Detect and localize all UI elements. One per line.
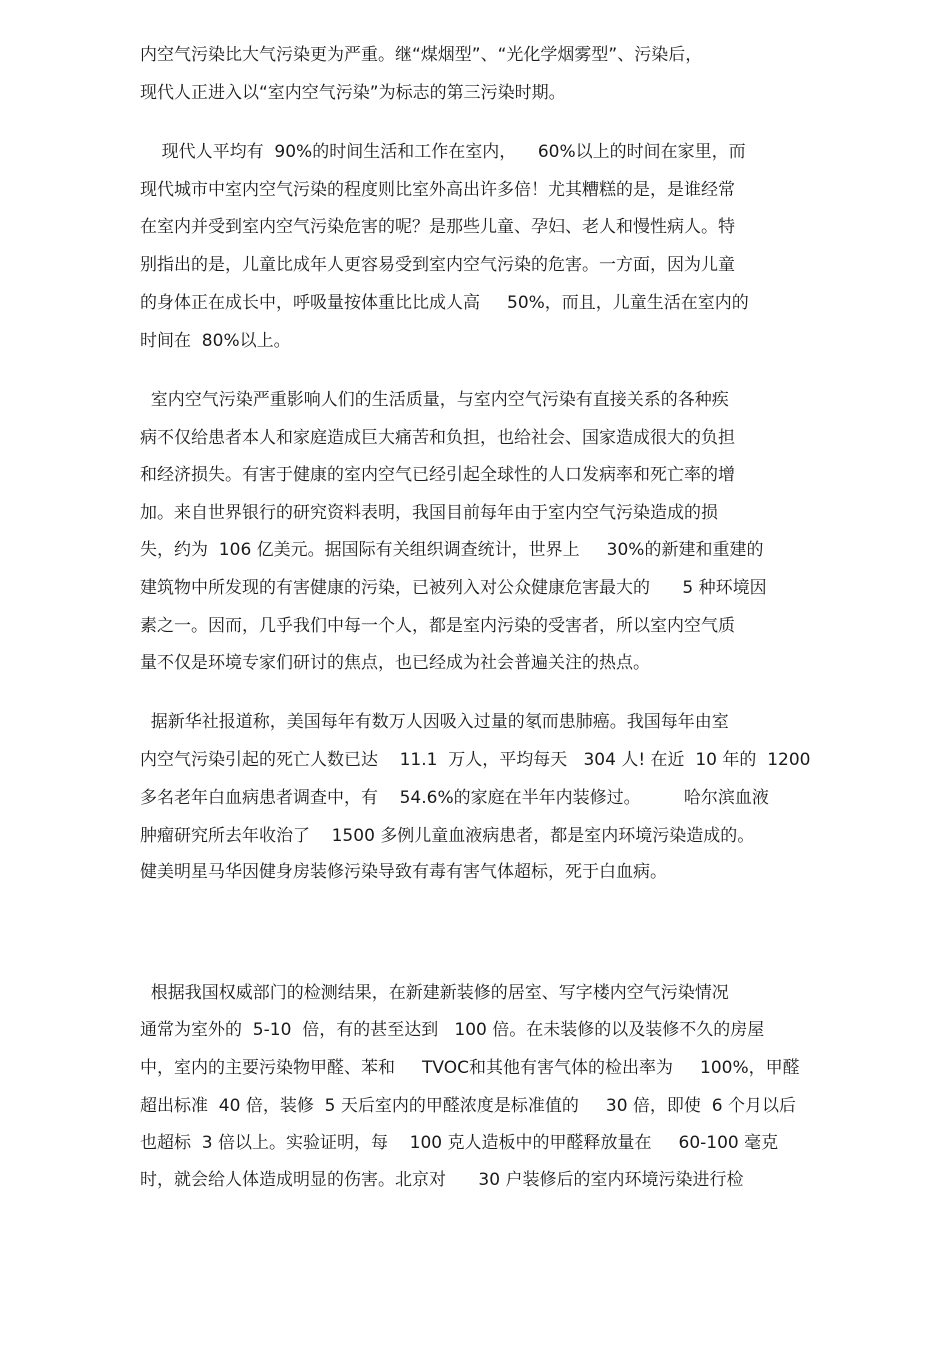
paragraph-4-line-5: 健美明星马华因健身房装修污染导致有毒有害气体超标，死于白血病。 xyxy=(140,862,667,882)
paragraph-4-line-4: 肿瘤研究所去年收治了 1500 多例儿童血液病患者，都是室内环境污染造成的。 xyxy=(140,826,755,846)
paragraph-2-line-2: 现代城市中室内空气污染的程度则比室外高出许多倍！尤其糟糕的是，是谁经常 xyxy=(140,180,735,200)
paragraph-5-line-1: 根据我国权威部门的检测结果，在新建新装修的居室、写字楼内空气污染情况 xyxy=(140,983,729,1003)
paragraph-5-line-3: 中，室内的主要污染物甲醛、苯和 TVOC和其他有害气体的检出率为 100%，甲醛 xyxy=(140,1058,800,1078)
paragraph-2-line-4: 别指出的是，儿童比成年人更容易受到室内空气污染的危害。一方面，因为儿童 xyxy=(140,255,735,275)
paragraph-4-line-1: 据新华社报道称，美国每年有数万人因吸入过量的氡而患肺癌。我国每年由室 xyxy=(140,712,729,732)
paragraph-1-line-2: 现代人正进入以“室内空气污染”为标志的第三污染时期。 xyxy=(140,83,566,103)
paragraph-3-line-8: 量不仅是环境专家们研讨的焦点，也已经成为社会普遍关注的热点。 xyxy=(140,653,650,673)
paragraph-5-line-2: 通常为室外的 5-10 倍，有的甚至达到 100 倍。在未装修的以及装修不久的房屋 xyxy=(140,1020,765,1040)
paragraph-3-line-3: 和经济损失。有害于健康的室内空气已经引起全球性的人口发病率和死亡率的增 xyxy=(140,465,735,485)
paragraph-5-line-4: 超出标准 40 倍，装修 5 天后室内的甲醛浓度是标准值的 30 倍，即使 6 个月以后 xyxy=(140,1096,796,1116)
paragraph-4-line-2: 内空气污染引起的死亡人数已达 11.1 万人，平均每天 304 人! 在近 10 年的 1200 xyxy=(140,750,811,770)
paragraph-4-line-3: 多名老年白血病患者调查中，有 54.6%的家庭在半年内装修过。 哈尔滨血液 xyxy=(140,788,769,808)
paragraph-3-line-1: 室内空气污染严重影响人们的生活质量，与室内空气污染有直接关系的各种疾 xyxy=(140,390,729,410)
paragraph-2-line-5: 的身体正在成长中，呼吸量按体重比比成人高 50%，而且，儿童生活在室内的 xyxy=(140,293,749,313)
paragraph-3-line-2: 病不仅给患者本人和家庭造成巨大痛苦和负担，也给社会、国家造成很大的负担 xyxy=(140,428,735,448)
paragraph-3-line-5: 失，约为 106 亿美元。据国际有关组织调查统计，世界上 30%的新建和重建的 xyxy=(140,540,764,560)
paragraph-1-line-1: 内空气污染比大气污染更为严重。继“煤烟型”、“光化学烟雾型”、污染后， xyxy=(140,45,703,65)
paragraph-2-line-3: 在室内并受到室内空气污染危害的呢？是那些儿童、孕妇、老人和慢性病人。特 xyxy=(140,217,735,237)
paragraph-3-line-7: 素之一。因而，几乎我们中每一个人，都是室内污染的受害者，所以室内空气质 xyxy=(140,616,735,636)
paragraph-2-line-1: 现代人平均有 90%的时间生活和工作在室内， 60%以上的时间在家里，而 xyxy=(140,142,746,162)
paragraph-2-line-6: 时间在 80%以上。 xyxy=(140,331,291,351)
paragraph-5-line-5: 也超标 3 倍以上。实验证明，每 100 克人造板中的甲醛释放量在 60-100 毫克 xyxy=(140,1133,779,1153)
paragraph-3-line-4: 加。来自世界银行的研究资料表明，我国目前每年由于室内空气污染造成的损 xyxy=(140,503,718,523)
paragraph-5-line-6: 时，就会给人体造成明显的伤害。北京对 30 户装修后的室内环境污染进行检 xyxy=(140,1170,744,1190)
paragraph-3-line-6: 建筑物中所发现的有害健康的污染，已被列入对公众健康危害最大的 5 种环境因 xyxy=(140,578,767,598)
